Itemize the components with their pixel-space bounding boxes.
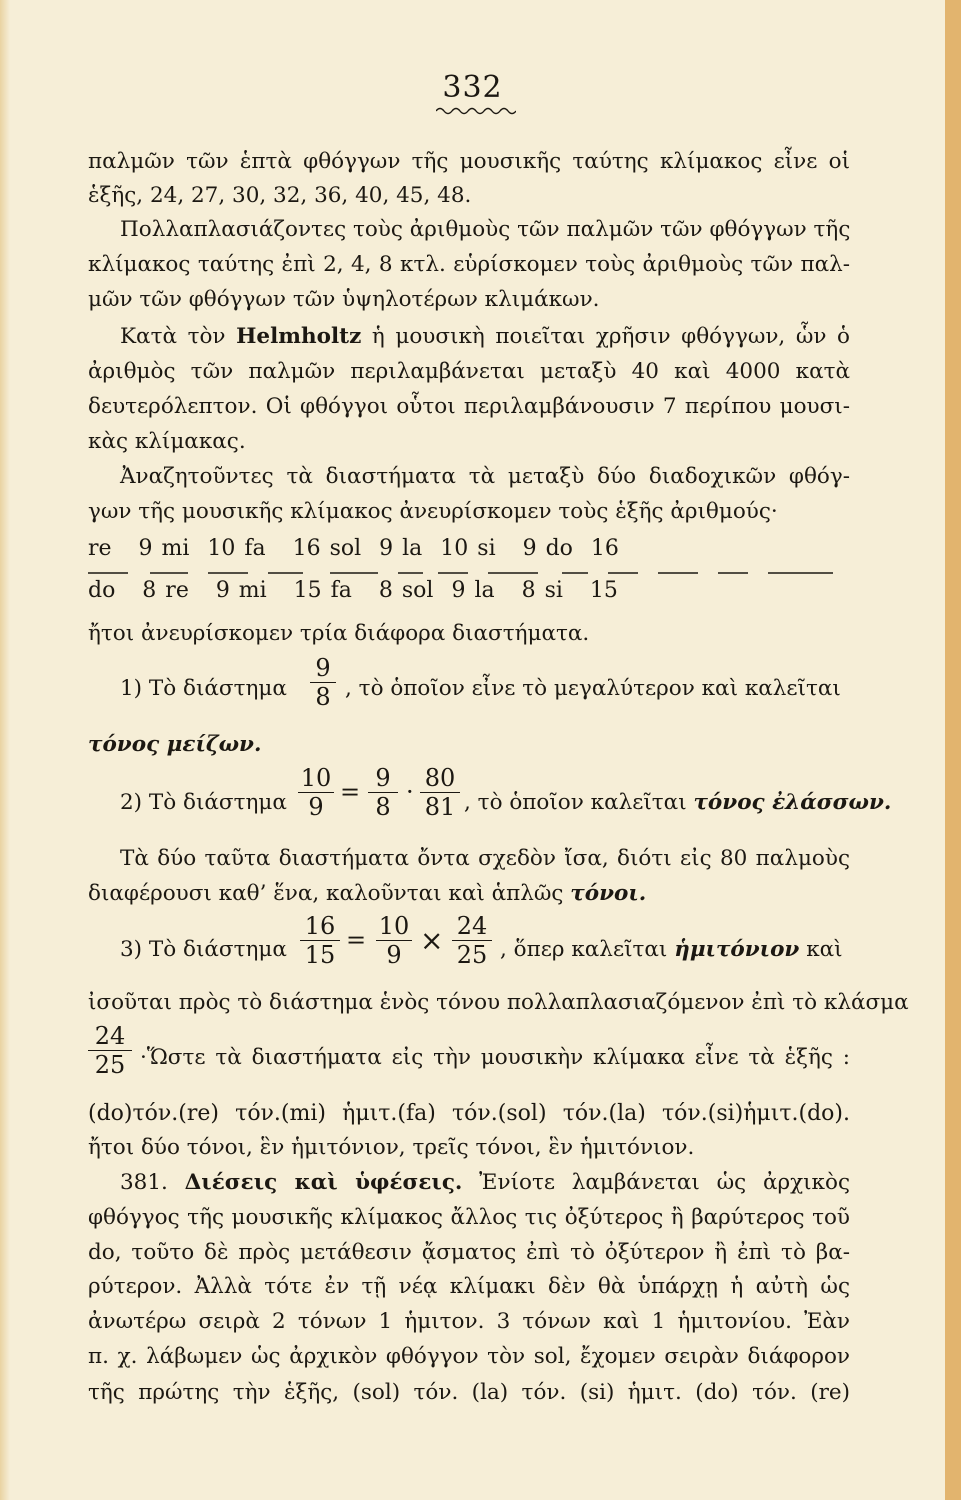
text-line: γων τῆς μουσικῆς κλίμακος ἀνευρίσκομεν τοὺς ἑξῆς ἀριθμούς·	[88, 499, 778, 524]
item-2-label: 2) Τὸ διάστημα	[120, 790, 287, 815]
text-line: ρύτερον. Ἀλλὰ τότε ἐν τῇ νέᾳ κλίμακι δὲν θὰ ὑπάρχῃ ἡ αὐτὴ ὡς	[88, 1274, 850, 1299]
solfege-numerators: re 9 mi 10 fa 16 sol 9 la 10 si 9 do 16	[88, 536, 619, 561]
page-number-ornament	[436, 106, 516, 116]
item-3-text: , ὅπερ καλεῖται ἡμιτόνιον καὶ	[500, 937, 843, 962]
page-number: 332	[442, 70, 503, 105]
fraction-9-8: $\frac{9}{8}$	[310, 654, 336, 711]
text-line: ἤτοι ἀνευρίσκομεν τρία διάφορα διαστήματα.	[88, 621, 590, 646]
text-line: ἤτοι δύο τόνοι, ἓν ἡμιτόνιον, τρεῖς τόνοι, ἓν ἡμιτόνιον.	[88, 1135, 695, 1160]
text-line: ἀριθμὸς τῶν παλμῶν περιλαμβάνεται μεταξὺ 40 καὶ 4000 κατὰ	[88, 359, 850, 384]
text-line: κλίμακος ταύτης ἐπὶ 2, 4, 8 κτλ. εὑρίσκομεν τοὺς ἀριθμοὺς τῶν παλ-	[88, 252, 850, 277]
fraction-10-9: $\frac{10}{9}$	[376, 912, 412, 969]
fraction-80-81: $\frac{80}{81}$	[420, 764, 460, 821]
fraction-9-8: $\frac{9}{8}$	[368, 764, 398, 821]
text-line: ·Ὥστε τὰ διαστήματα εἰς τὴν μουσικὴν κλίμακα εἶνε τὰ ἑξῆς :	[140, 1045, 850, 1070]
fraction-16-15: $\frac{16}{15}$	[300, 912, 340, 969]
text-line: Τὰ δύο ταῦτα διαστήματα ὄντα σχεδὸν ἴσα, διότι εἰς 80 παλμοὺς	[120, 846, 850, 871]
multiply-dot: ·	[406, 778, 414, 806]
intervals-sequence: (do)τόν.(re) τόν.(mi) ἡμιτ.(fa) τόν.(sol) τόν.(la) τόν.(si)ἡμιτ.(do).	[88, 1101, 850, 1126]
text-line: Πολλαπλασιάζοντες τοὺς ἀριθμοὺς τῶν παλμῶν τῶν φθόγγων τῆς	[120, 217, 851, 242]
text-line: ἑξῆς, 24, 27, 30, 32, 36, 40, 45, 48.	[88, 183, 472, 208]
section-381-line: 381. Διέσεις καὶ ὑφέσεις. Ἐνίοτε λαμβάνεται ὡς ἀρχικὸς	[120, 1170, 850, 1195]
text-line: Ἀναζητοῦντες τὰ διαστήματα τὰ μεταξὺ δύο διαδοχικῶν φθόγ-	[120, 464, 850, 489]
fraction-24-25: $\frac{24}{25}$	[452, 912, 492, 969]
text-line: φθόγγος τῆς μουσικῆς κλίμακος ἄλλος τις ὀξύτερος ἢ βαρύτερος τοῦ	[88, 1205, 850, 1230]
fraction-10-9: $\frac{10}{9}$	[298, 764, 334, 821]
text-line: παλμῶν τῶν ἑπτὰ φθόγγων τῆς μουσικῆς ταύτης κλίμακος εἶνε οἱ	[88, 149, 850, 174]
solfege-denominators: do 8 re 9 mi 15 fa 8 sol 9 la 8 si 15	[88, 578, 618, 603]
fraction-24-25: $\frac{24}{25}$	[88, 1022, 132, 1079]
text-line: ἀνωτέρω σειρὰ 2 τόνων 1 ἡμιτον. 3 τόνων καὶ 1 ἡμιτονίου. Ἐὰν	[88, 1309, 850, 1334]
text-line: διαφέρουσι καθ’ ἕνα, καλοῦνται καὶ ἁπλῶς τόνοι.	[88, 881, 647, 906]
text-line: κὰς κλίμακας.	[88, 429, 246, 454]
text-line: π. χ. λάβωμεν ὡς ἀρχικὸν φθόγγον τὸν sol, ἔχομεν σειρὰν διάφορον	[88, 1344, 850, 1369]
text-line: do, τοῦτο δὲ πρὸς μετάθεσιν ᾄσματος ἐπὶ τὸ ὀξύτερον ἢ ἐπὶ τὸ βα-	[88, 1240, 850, 1265]
multiply-sign: ×	[420, 924, 444, 957]
equals-sign: =	[346, 926, 367, 954]
item-3-label: 3) Τὸ διάστημα	[120, 937, 287, 962]
equals-sign: =	[340, 778, 361, 806]
item-1-term: τόνος μείζων.	[88, 732, 262, 757]
text-line: μῶν τῶν φθόγγων τῶν ὑψηλοτέρων κλιμάκων.	[88, 287, 600, 312]
item-1-text: , τὸ ὁποῖον εἶνε τὸ μεγαλύτερον καὶ καλεῖται	[345, 676, 841, 701]
page-edge	[0, 0, 10, 1500]
item-2-text: , τὸ ὁποῖον καλεῖται τόνος ἐλάσσων.	[464, 790, 892, 815]
text-line: δευτερόλεπτον. Οἱ φθόγγοι οὗτοι περιλαμβάνουσιν 7 περίπου μουσι-	[88, 394, 850, 419]
item-1-label: 1) Τὸ διάστημα	[120, 676, 287, 701]
text-line: ἰσοῦται πρὸς τὸ διάστημα ἑνὸς τόνου πολλαπλασιαζόμενον ἐπὶ τὸ κλάσμα	[88, 990, 909, 1015]
solfege-ratio-block	[88, 536, 858, 606]
text-line: τῆς πρώτης τὴν ἑξῆς, (sol) τόν. (la) τόν. (si) ἡμιτ. (do) τόν. (re)	[88, 1380, 850, 1405]
text-line: Κατὰ τὸν Helmholtz ἡ μουσικὴ ποιεῖται χρῆσιν φθόγγων, ὧν ὁ	[120, 324, 850, 349]
